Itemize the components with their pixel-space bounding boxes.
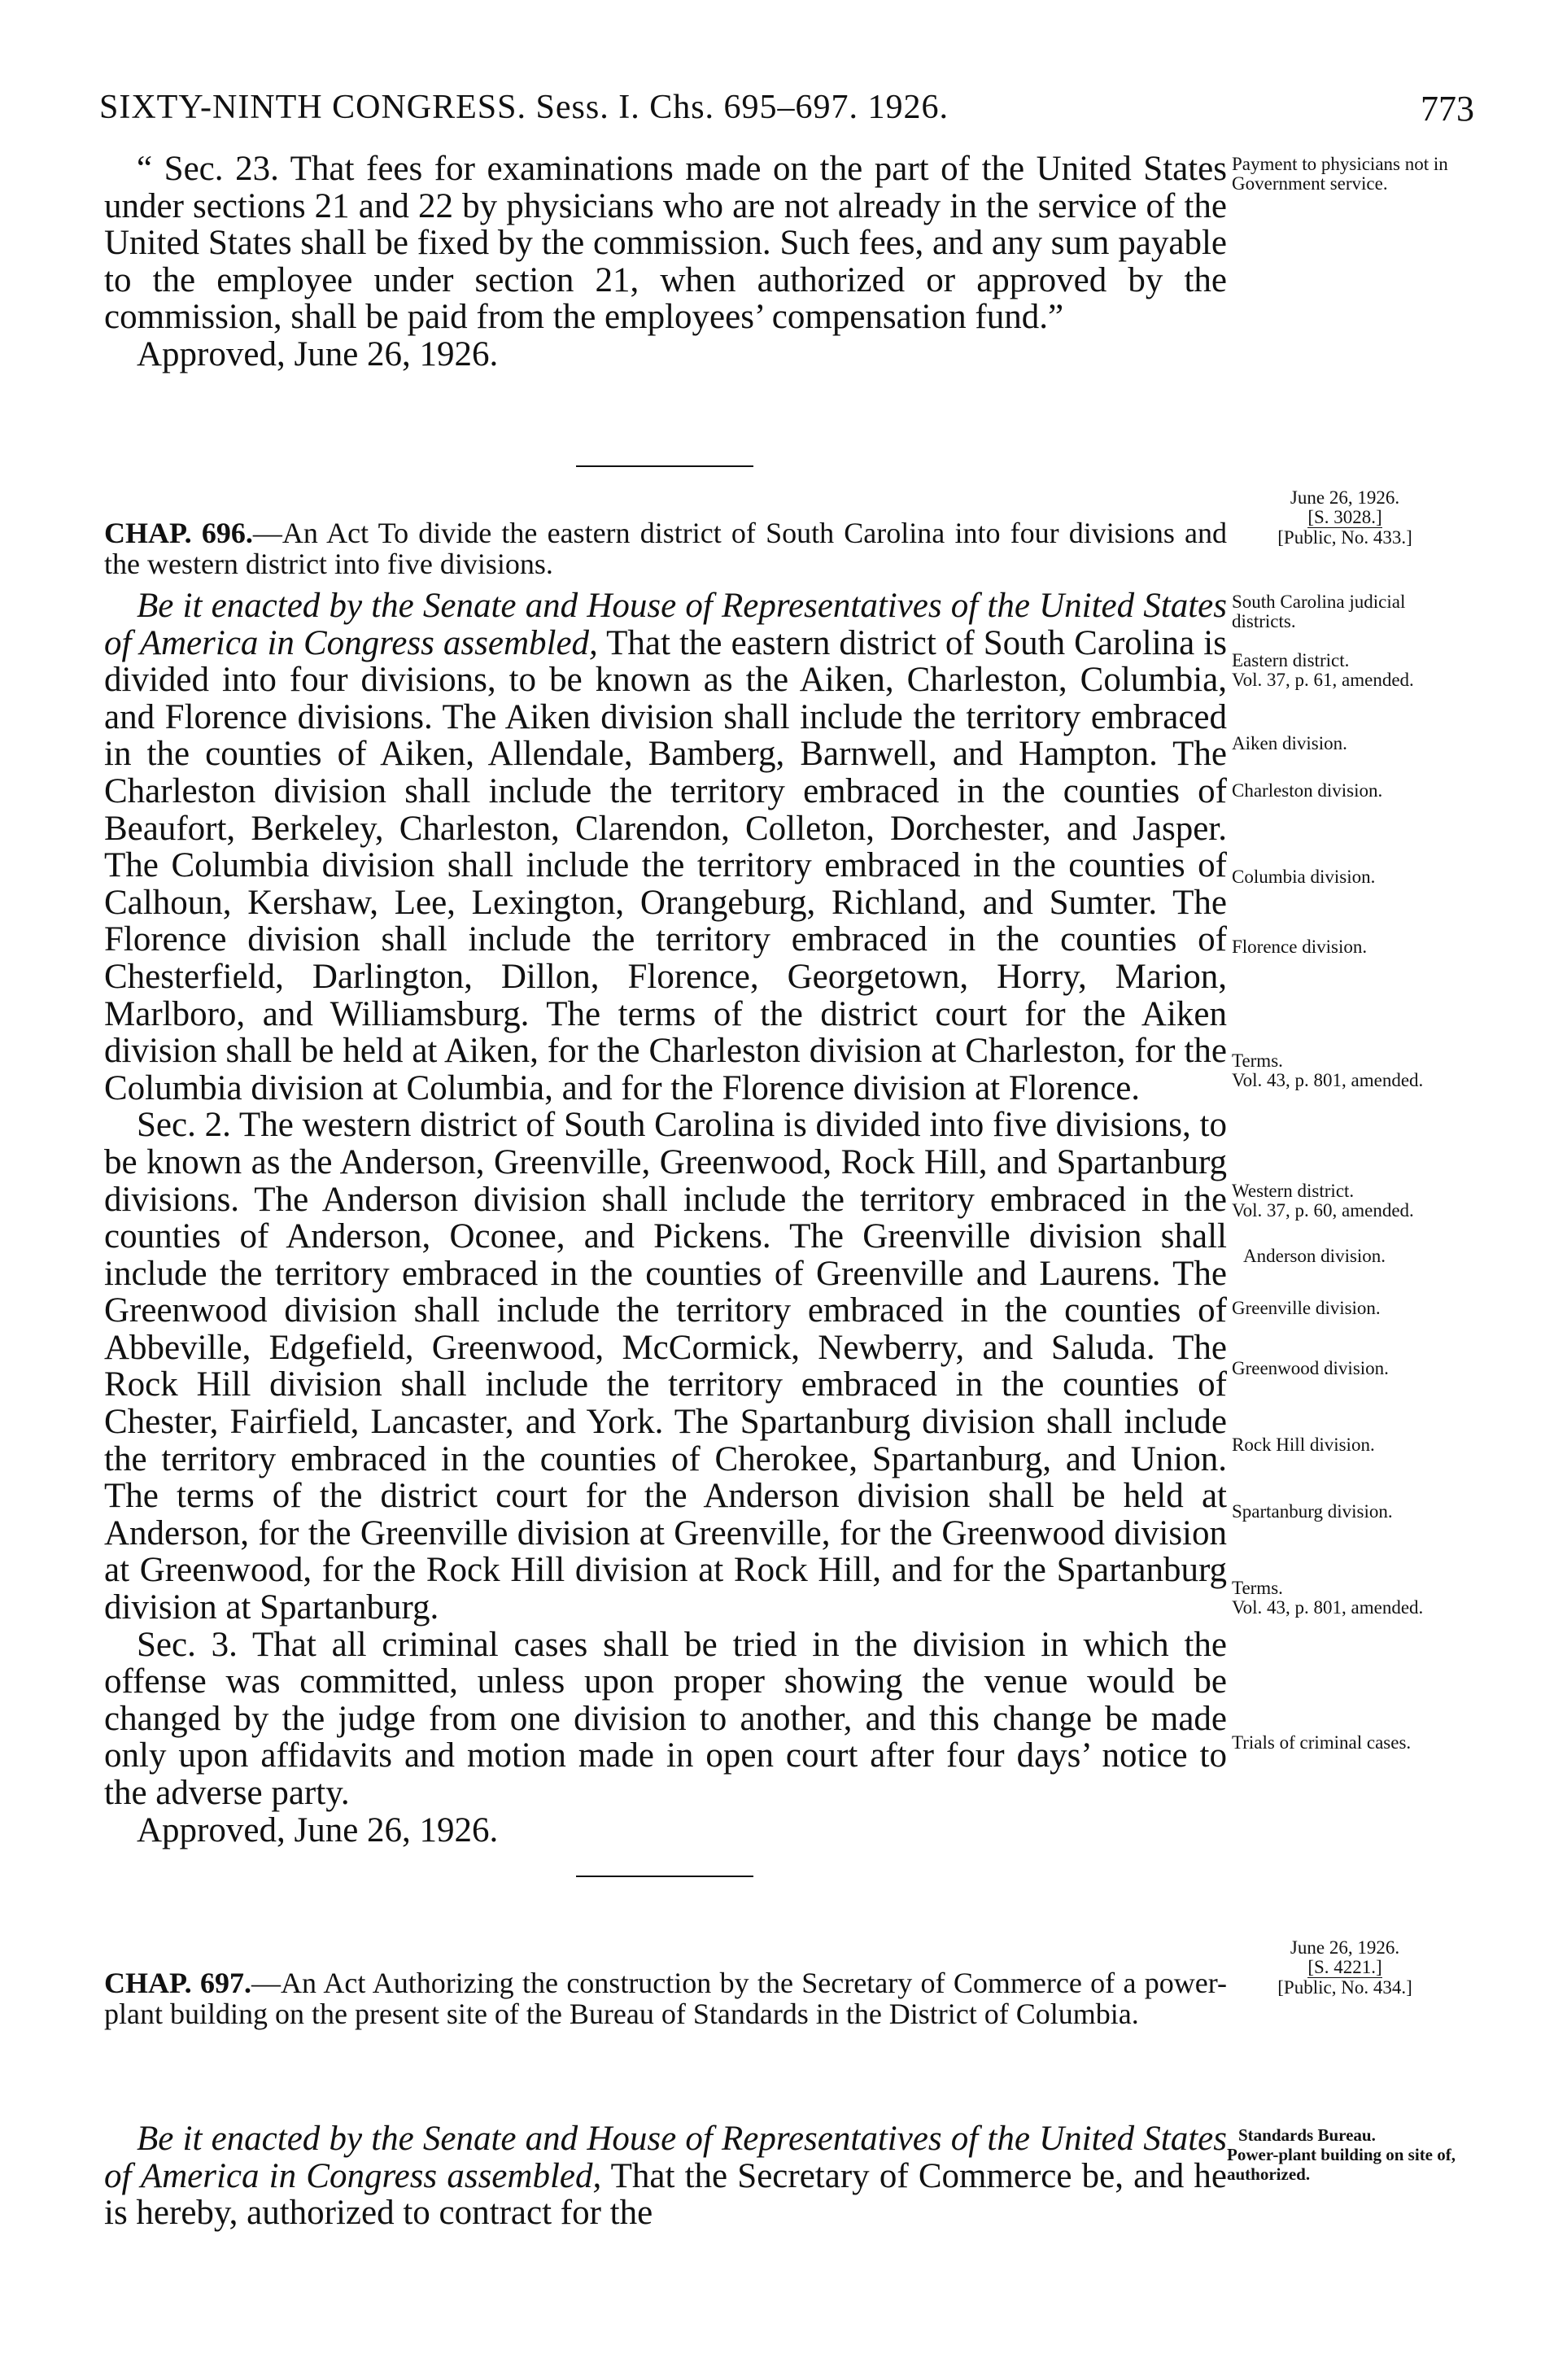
sec23-text: “ Sec. 23. That fees for examinations made on the part of the United States under sections 21 and 22 by physicians who are not already in the service of the United States shall be fixed by the commission. Such fees, and any sum payable to the employee under section 21, when authorized or approved by the commission, shall be paid from the employees’ compensation fund.” xyxy=(104,150,1227,337)
chap696-approved: Approved, June 26, 1926. xyxy=(137,1810,499,1849)
chap697-enacting-clause: Be it enacted by the Senate and House of Representatives of the United States of America in Congress assembled, xyxy=(104,2120,1227,2195)
page-number: 773 xyxy=(1421,89,1474,129)
chap697-sec1: That the Secretary of Commerce be, and he is hereby, authorized to contract for the xyxy=(104,2156,1227,2233)
chap697-public-law: [Public, No. 434.] xyxy=(1277,1977,1412,1998)
chap697-description: —An Act Authorizing the construction by the Secretary of Commerce of a power-plant building on the present site of the Bureau of Standards in the District of Columbia. xyxy=(104,1967,1228,2030)
margin-note-terms-2: Terms. xyxy=(1232,1578,1283,1598)
chap696-number: CHAP. 696. xyxy=(104,517,253,549)
chap696-body xyxy=(104,587,1227,1849)
margin-note-aiken: Aiken division. xyxy=(1232,733,1347,753)
margin-note-spartanburg: Spartanburg division. xyxy=(1232,1501,1393,1522)
margin-note-vol37-p60: Vol. 37, p. 60, amended. xyxy=(1232,1200,1414,1221)
margin-note-rock-hill: Rock Hill division. xyxy=(1232,1435,1375,1455)
page-header xyxy=(99,88,1474,137)
running-title: SIXTY-NINTH CONGRESS. Sess. I. Chs. 695–697. 1926. xyxy=(99,89,949,126)
chap697-bill: [S. 4221.] xyxy=(1307,1957,1382,1977)
margin-note-vol37-p61: Vol. 37, p. 61, amended. xyxy=(1232,670,1414,690)
margin-note-trials: Trials of criminal cases. xyxy=(1232,1732,1412,1753)
margin-note-western-district: Western district. xyxy=(1232,1181,1355,1201)
chap697-body xyxy=(104,2120,1227,2232)
chap696-public-law: [Public, No. 433.] xyxy=(1277,527,1412,548)
chap696-title xyxy=(104,517,1227,579)
section-divider xyxy=(576,1876,753,1877)
sec23-approved: Approved, June 26, 1926. xyxy=(137,334,499,373)
margin-note-greenville: Greenville division. xyxy=(1232,1298,1381,1318)
chap696-bill: [S. 3028.] xyxy=(1307,507,1382,527)
chap696-date: June 26, 1926. xyxy=(1290,487,1400,508)
chap696-dates xyxy=(1243,488,1447,548)
chap696-sec2: Sec. 2. The western district of South Carolina is divided into five divisions, to be known as the Anderson, Greenville, Greenwood, Rock Hill, and Spartanburg divisions. The Anderson division shall include the territory embraced in the counties of Anderson, Oconee, and Pickens. The Greenville division shall include the territory embraced in the counties of Greenville and Laurens. The Greenwood division shall include the territory embraced in the counties of Abbeville, Edgefield, Greenwood, McCormick, Newberry, and Saluda. The Rock Hill division shall include the territory embraced in the counties of Chester, Fairfield, Lancaster, and York. The Spartanburg division shall include the territory embraced in the counties of Cherokee, Spartanburg, and Union. The terms of the district court for the Anderson division shall be held at Anderson, for the Greenville division at Greenville, for the Greenwood division at Greenwood, for the Rock Hill division at Rock Hill, and for the Spartanburg division at Spartanburg. xyxy=(104,1106,1227,1627)
section-divider xyxy=(576,465,753,467)
chap697-dates xyxy=(1243,1938,1447,1998)
margin-note-power-plant: Power-plant building on site of, authorized. xyxy=(1227,2145,1456,2184)
margin-note-anderson: Anderson division. xyxy=(1243,1246,1386,1266)
margin-note-standards-bureau: Standards Bureau. xyxy=(1238,2125,1376,2145)
margin-note-vol43-p801-b: Vol. 43, p. 801, amended. xyxy=(1232,1597,1424,1618)
chap696-description: —An Act To divide the eastern district of South Carolina into four divisions and the western district into five divisions. xyxy=(104,517,1227,580)
margin-note-columbia: Columbia division. xyxy=(1232,867,1376,887)
chap696-enacting-clause: Be it enacted by the Senate and House of Representatives of the United States of America in Congress assembled, xyxy=(104,587,1227,662)
chap696-sec3: Sec. 3. That all criminal cases shall be tried in the division in which the offense was committed, unless upon proper showing the venue would be changed by the judge from one division to another, and this change be made only upon affidavits and motion made in open court after four days’ notice to the adverse party. xyxy=(104,1625,1227,1812)
chap697-title xyxy=(104,1967,1227,2029)
margin-note-florence: Florence division. xyxy=(1232,937,1368,957)
margin-note-vol43-p801-a: Vol. 43, p. 801, amended. xyxy=(1232,1070,1424,1090)
chap697-date: June 26, 1926. xyxy=(1290,1937,1400,1958)
margin-note-sc-judicial: South Carolina judicial districts. xyxy=(1232,592,1406,631)
margin-note-charleston: Charleston division. xyxy=(1232,780,1383,801)
margin-note-payment: Payment to physicians not in Government service. xyxy=(1232,154,1448,194)
chap697-number: CHAP. 697. xyxy=(104,1967,252,1999)
chap696-sec1: That the eastern district of South Carolina is divided into four divisions, to be known as the Aiken, Charleston, Columbia, and Florence divisions. The Aiken division shall include the territory embraced in the counties of Aiken, Allendale, Bamberg, Barnwell, and Hampton. The Charleston division shall include the territory embraced in the counties of Beaufort, Berkeley, Charleston, Clarendon, Colleton, Dorchester, and Jasper. The Columbia division shall include the territory embraced in the counties of Calhoun, Kershaw, Lee, Lexington, Orangeburg, Richland, and Sumter. The Florence division shall include the territory embraced in the counties of Chesterfield, Darlington, Dillon, Florence, Georgetown, Horry, Marion, Marlboro, and Williamsburg. The terms of the district court for the Aiken division shall be held at Aiken, for the Charleston division at Charleston, for the Columbia division at Columbia, and for the Florence division at Florence. xyxy=(104,623,1227,1107)
margin-note-terms-1: Terms. xyxy=(1232,1050,1283,1071)
margin-note-greenwood: Greenwood division. xyxy=(1232,1358,1389,1378)
margin-note-eastern-district: Eastern district. xyxy=(1232,650,1350,670)
sec23-block xyxy=(104,151,1227,373)
